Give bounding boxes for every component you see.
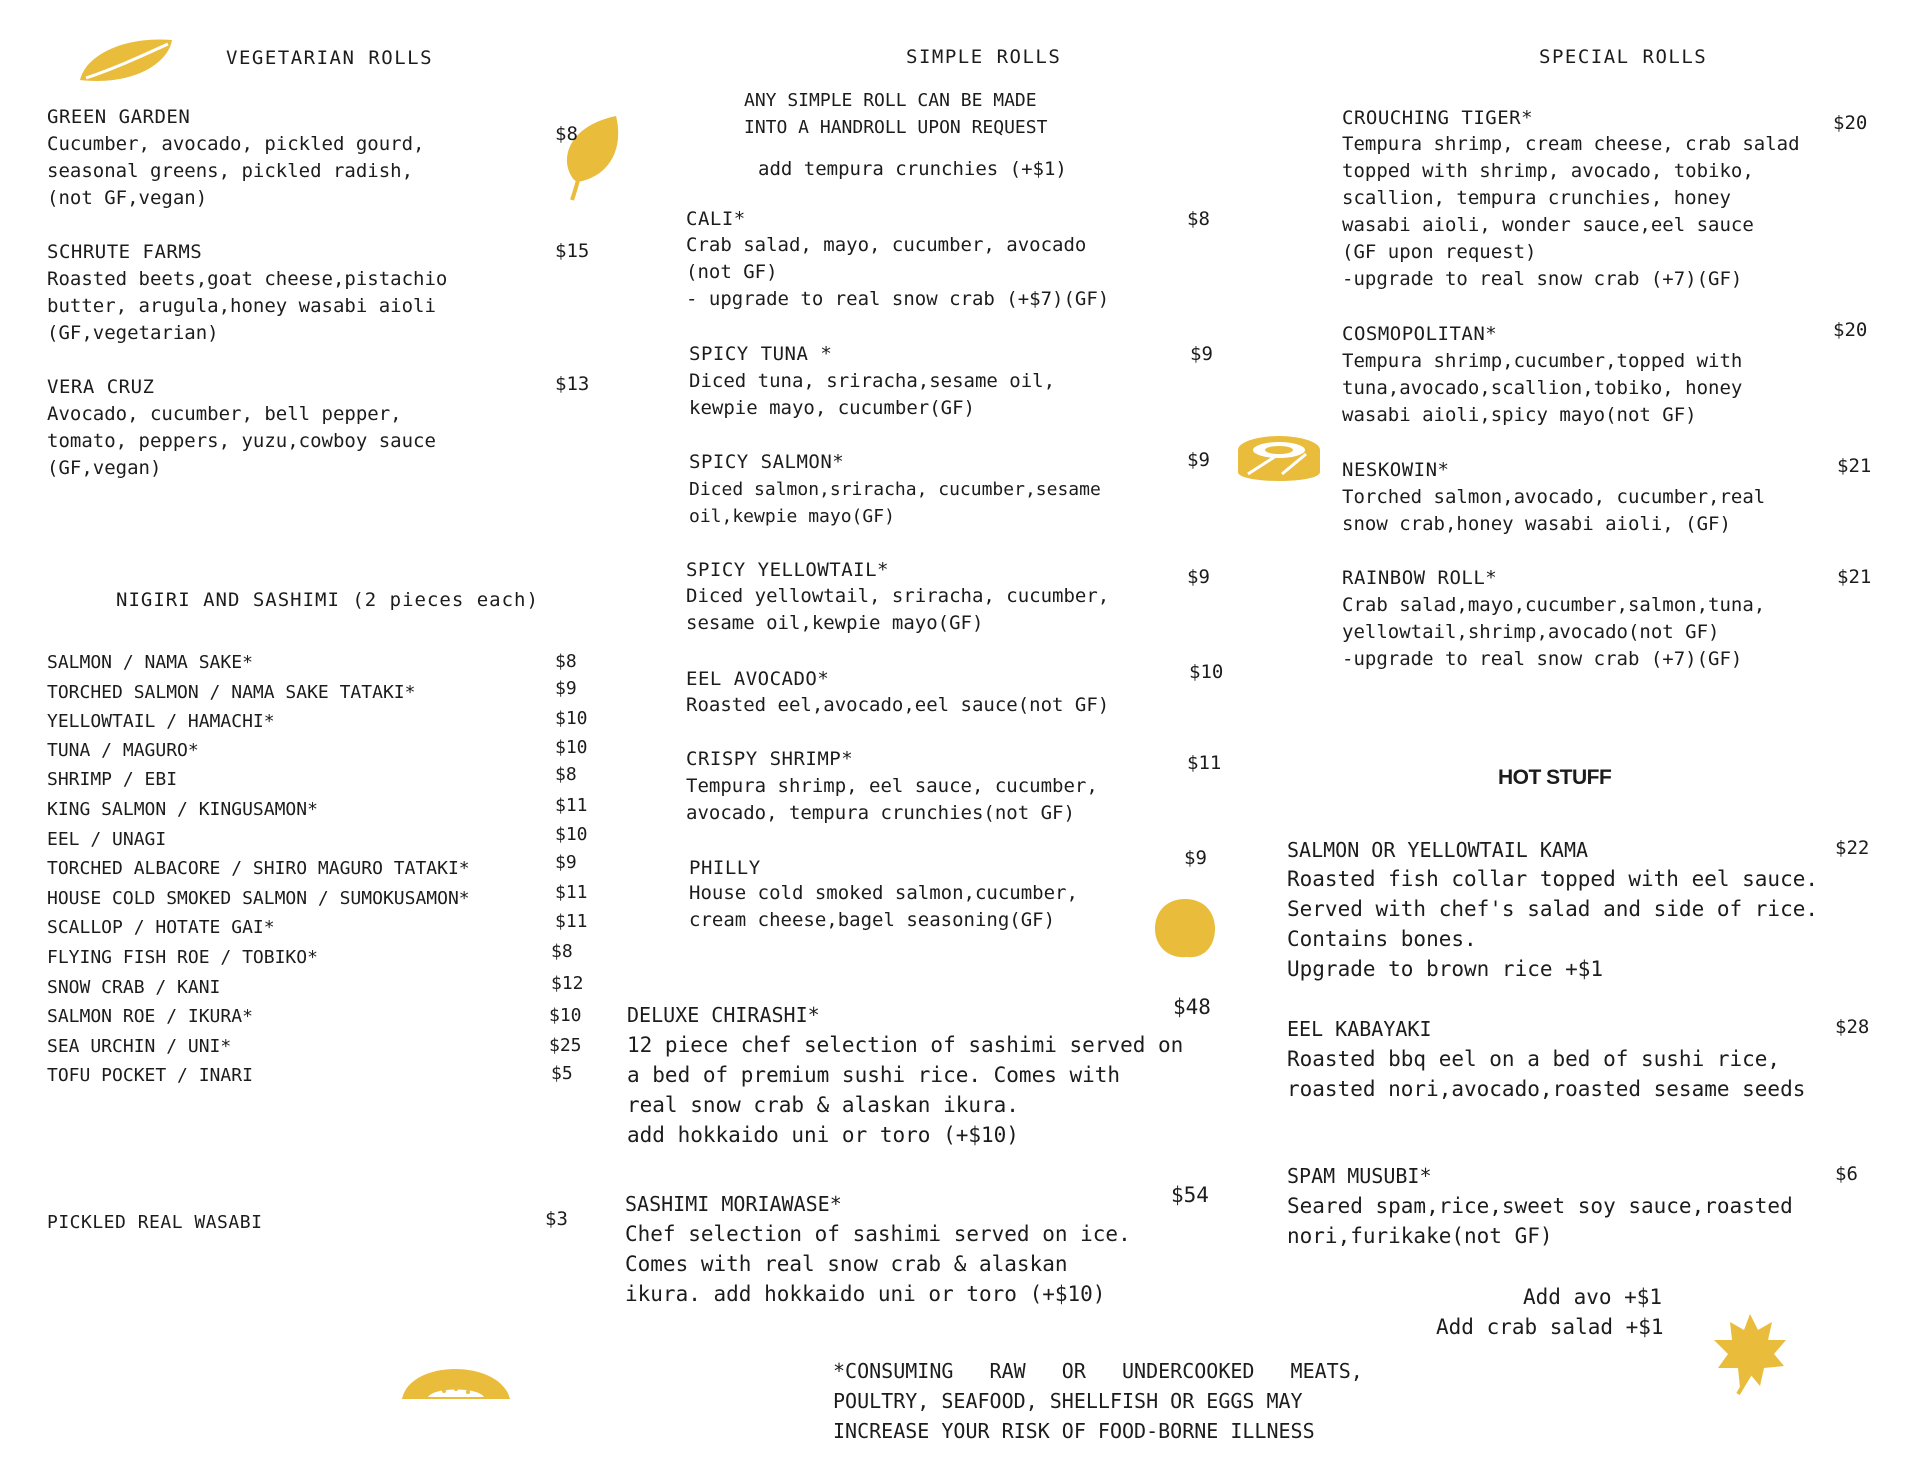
special-item-price: $21: [1837, 455, 1872, 477]
nigiri-icon: [400, 1353, 512, 1403]
nigiri-item-name: TOFU POCKET / INARI: [47, 1065, 253, 1086]
special-item-price: $21: [1837, 566, 1872, 588]
chirashi-price: $48: [1173, 995, 1211, 1019]
nigiri-item-price: $9: [555, 852, 577, 873]
simple-item-price: $11: [1187, 752, 1222, 774]
nigiri-item-name: SEA URCHIN / UNI*: [47, 1036, 232, 1057]
nigiri-item-price: $25: [549, 1035, 582, 1056]
simple-item-price: $9: [1187, 566, 1210, 588]
nigiri-item-price: $10: [549, 1005, 582, 1026]
simple-item-desc: Diced yellowtail, sriracha, cucumber, sesame oil,kewpie mayo(GF): [686, 585, 1110, 634]
nigiri-item-price: $11: [555, 795, 588, 816]
veg-item-name: SCHRUTE FARMS: [47, 241, 203, 263]
special-item-desc: Tempura shrimp, cream cheese, crab salad topped with shrimp, avocado, tobiko, scallion, tempura crunchies, honey wasabi aioli, wonder sauce,eel sauce (GF upon request) -upgrade to real snow crab (+7)(GF): [1342, 133, 1800, 290]
hot-addon: Add avo +$1: [1523, 1285, 1663, 1309]
special-item-name: RAINBOW ROLL*: [1342, 567, 1498, 589]
nigiri-item-price: $10: [555, 824, 588, 845]
nigiri-item-name: TORCHED SALMON / NAMA SAKE TATAKI*: [47, 682, 416, 703]
simple-item-desc: Roasted eel,avocado,eel sauce(not GF): [686, 694, 1110, 716]
veg-item-price: $8: [555, 123, 578, 145]
simple-item-desc: Crab salad, mayo, cucumber, avocado (not GF) - upgrade to real snow crab (+$7)(GF): [686, 234, 1110, 310]
nigiri-item-name: HOUSE COLD SMOKED SALMON / SUMOKUSAMON*: [47, 888, 470, 909]
moriawase-desc: Chef selection of sashimi served on ice. Comes with real snow crab & alaskan ikura. add hokkaido uni or toro (+$10): [625, 1222, 1131, 1306]
simple-item-desc: Diced salmon,sriracha, cucumber,sesame oil,kewpie mayo(GF): [689, 479, 1101, 527]
moriawase-name: SASHIMI MORIAWASE*: [625, 1192, 842, 1216]
nigiri-item-name: YELLOWTAIL / HAMACHI*: [47, 711, 275, 732]
chirashi-name: DELUXE CHIRASHI*: [627, 1003, 820, 1027]
hot-item-name: SALMON OR YELLOWTAIL KAMA: [1287, 838, 1589, 862]
hot-item-price: $22: [1835, 837, 1870, 859]
nigiri-item-name: TORCHED ALBACORE / SHIRO MAGURO TATAKI*: [47, 858, 470, 879]
dot-icon: [1153, 897, 1217, 961]
simple-item-name: SPICY YELLOWTAIL*: [686, 559, 889, 581]
nigiri-item-price: $8: [555, 764, 577, 785]
nigiri-item-name: FLYING FISH ROE / TOBIKO*: [47, 947, 318, 968]
nigiri-item-name: SNOW CRAB / KANI: [47, 977, 221, 998]
hot-item-price: $28: [1835, 1016, 1870, 1038]
nigiri-item-price: $11: [555, 882, 588, 903]
simple-item-name: CRISPY SHRIMP*: [686, 748, 854, 770]
wasabi-name: PICKLED REAL WASABI: [47, 1212, 263, 1233]
handroll-note: ANY SIMPLE ROLL CAN BE MADE INTO A HANDROLL UPON REQUEST: [744, 90, 1048, 138]
tempura-addon: add tempura crunchies (+$1): [758, 158, 1067, 180]
nigiri-title: NIGIRI AND SASHIMI (2 pieces each): [116, 589, 539, 611]
simple-item-price: $9: [1184, 847, 1207, 869]
simple-item-price: $8: [1187, 208, 1210, 230]
veg-item-price: $15: [555, 240, 590, 262]
nigiri-item-name: SALMON / NAMA SAKE*: [47, 652, 253, 673]
hot-item-desc: Seared spam,rice,sweet soy sauce,roasted nori,furikake(not GF): [1287, 1194, 1793, 1248]
veg-item-name: GREEN GARDEN: [47, 106, 191, 128]
food-safety-disclaimer: *CONSUMING RAW OR UNDERCOOKED MEATS, POULTRY, SEAFOOD, SHELLFISH OR EGGS MAY INCREASE YOUR RISK OF FOOD-BORNE ILLNESS: [833, 1359, 1363, 1443]
simple-item-desc: House cold smoked salmon,cucumber, cream cheese,bagel seasoning(GF): [689, 882, 1078, 931]
nigiri-item-name: SHRIMP / EBI: [47, 769, 178, 790]
hot-stuff-title: HOT STUFF: [1498, 766, 1612, 789]
simple-item-price: $9: [1187, 449, 1210, 471]
special-item-name: NESKOWIN*: [1342, 459, 1450, 481]
nigiri-item-price: $11: [555, 911, 588, 932]
leaf-pod-icon: [76, 34, 178, 90]
veg-item-desc: Roasted beets,goat cheese,pistachio butter, arugula,honey wasabi aioli (GF,vegetarian): [47, 268, 448, 344]
simple-item-desc: Diced tuna, sriracha,sesame oil, kewpie mayo, cucumber(GF): [689, 370, 1056, 419]
vegetarian-title: VEGETARIAN ROLLS: [226, 47, 434, 69]
simple-item-desc: Tempura shrimp, eel sauce, cucumber, avocado, tempura crunchies(not GF): [686, 775, 1098, 824]
veg-item-desc: Avocado, cucumber, bell pepper, tomato, peppers, yuzu,cowboy sauce (GF,vegan): [47, 403, 436, 479]
nigiri-item-price: $9: [555, 678, 577, 699]
nigiri-item-price: $8: [555, 651, 577, 672]
special-item-name: COSMOPOLITAN*: [1342, 323, 1498, 345]
simple-item-price: $10: [1189, 661, 1224, 683]
nigiri-item-name: EEL / UNAGI: [47, 829, 167, 850]
hot-item-name: SPAM MUSUBI*: [1287, 1164, 1432, 1188]
special-item-desc: Torched salmon,avocado, cucumber,real snow crab,honey wasabi aioli, (GF): [1342, 486, 1766, 535]
hot-item-desc: Roasted bbq eel on a bed of sushi rice, roasted nori,avocado,roasted sesame seeds: [1287, 1047, 1806, 1101]
simple-item-name: SPICY TUNA *: [689, 343, 833, 365]
hot-addon: Add crab salad +$1: [1436, 1315, 1664, 1339]
veg-item-price: $13: [555, 373, 590, 395]
special-item-price: $20: [1833, 112, 1868, 134]
nigiri-item-name: TUNA / MAGURO*: [47, 740, 199, 761]
hot-item-desc: Roasted fish collar topped with eel sauce. Served with chef's salad and side of rice. Contains bones. Upgrade to brown rice +$1: [1287, 867, 1819, 981]
nigiri-item-name: KING SALMON / KINGUSAMON*: [47, 799, 318, 820]
nigiri-item-price: $10: [555, 708, 588, 729]
hot-item-name: EEL KABAYAKI: [1287, 1017, 1432, 1041]
special-item-desc: Crab salad,mayo,cucumber,salmon,tuna, yellowtail,shrimp,avocado(not GF) -upgrade to real snow crab (+7)(GF): [1342, 594, 1766, 670]
moriawase-price: $54: [1171, 1183, 1209, 1207]
nigiri-item-name: SCALLOP / HOTATE GAI*: [47, 917, 275, 938]
chirashi-desc: 12 piece chef selection of sashimi served on a bed of premium sushi rice. Comes with real snow crab & alaskan ikura. add hokkaido uni or toro (+$10): [627, 1033, 1184, 1147]
nigiri-item-price: $12: [551, 973, 584, 994]
special-item-desc: Tempura shrimp,cucumber,topped with tuna,avocado,scallion,tobiko, honey wasabi aioli,spicy mayo(not GF): [1342, 350, 1743, 426]
nigiri-item-price: $10: [555, 737, 588, 758]
simple-item-price: $9: [1190, 343, 1213, 365]
nigiri-item-price: $8: [551, 941, 573, 962]
simple-item-name: PHILLY: [689, 857, 761, 879]
maple-leaf-icon: [1710, 1310, 1790, 1396]
special-item-price: $20: [1833, 319, 1868, 341]
sushi-roll-icon: [1236, 430, 1322, 494]
simple-item-name: SPICY SALMON*: [689, 451, 845, 473]
special-item-name: CROUCHING TIGER*: [1342, 107, 1534, 129]
hot-item-price: $6: [1835, 1163, 1858, 1185]
nigiri-item-name: SALMON ROE / IKURA*: [47, 1006, 253, 1027]
simple-title: SIMPLE ROLLS: [906, 46, 1062, 68]
nigiri-item-price: $5: [551, 1063, 573, 1084]
simple-item-name: CALI*: [686, 208, 746, 230]
veg-item-desc: Cucumber, avocado, pickled gourd, seasonal greens, pickled radish, (not GF,vegan): [47, 133, 425, 209]
wasabi-price: $3: [545, 1208, 568, 1230]
veg-item-name: VERA CRUZ: [47, 376, 155, 398]
special-title: SPECIAL ROLLS: [1539, 46, 1708, 68]
simple-item-name: EEL AVOCADO*: [686, 668, 830, 690]
